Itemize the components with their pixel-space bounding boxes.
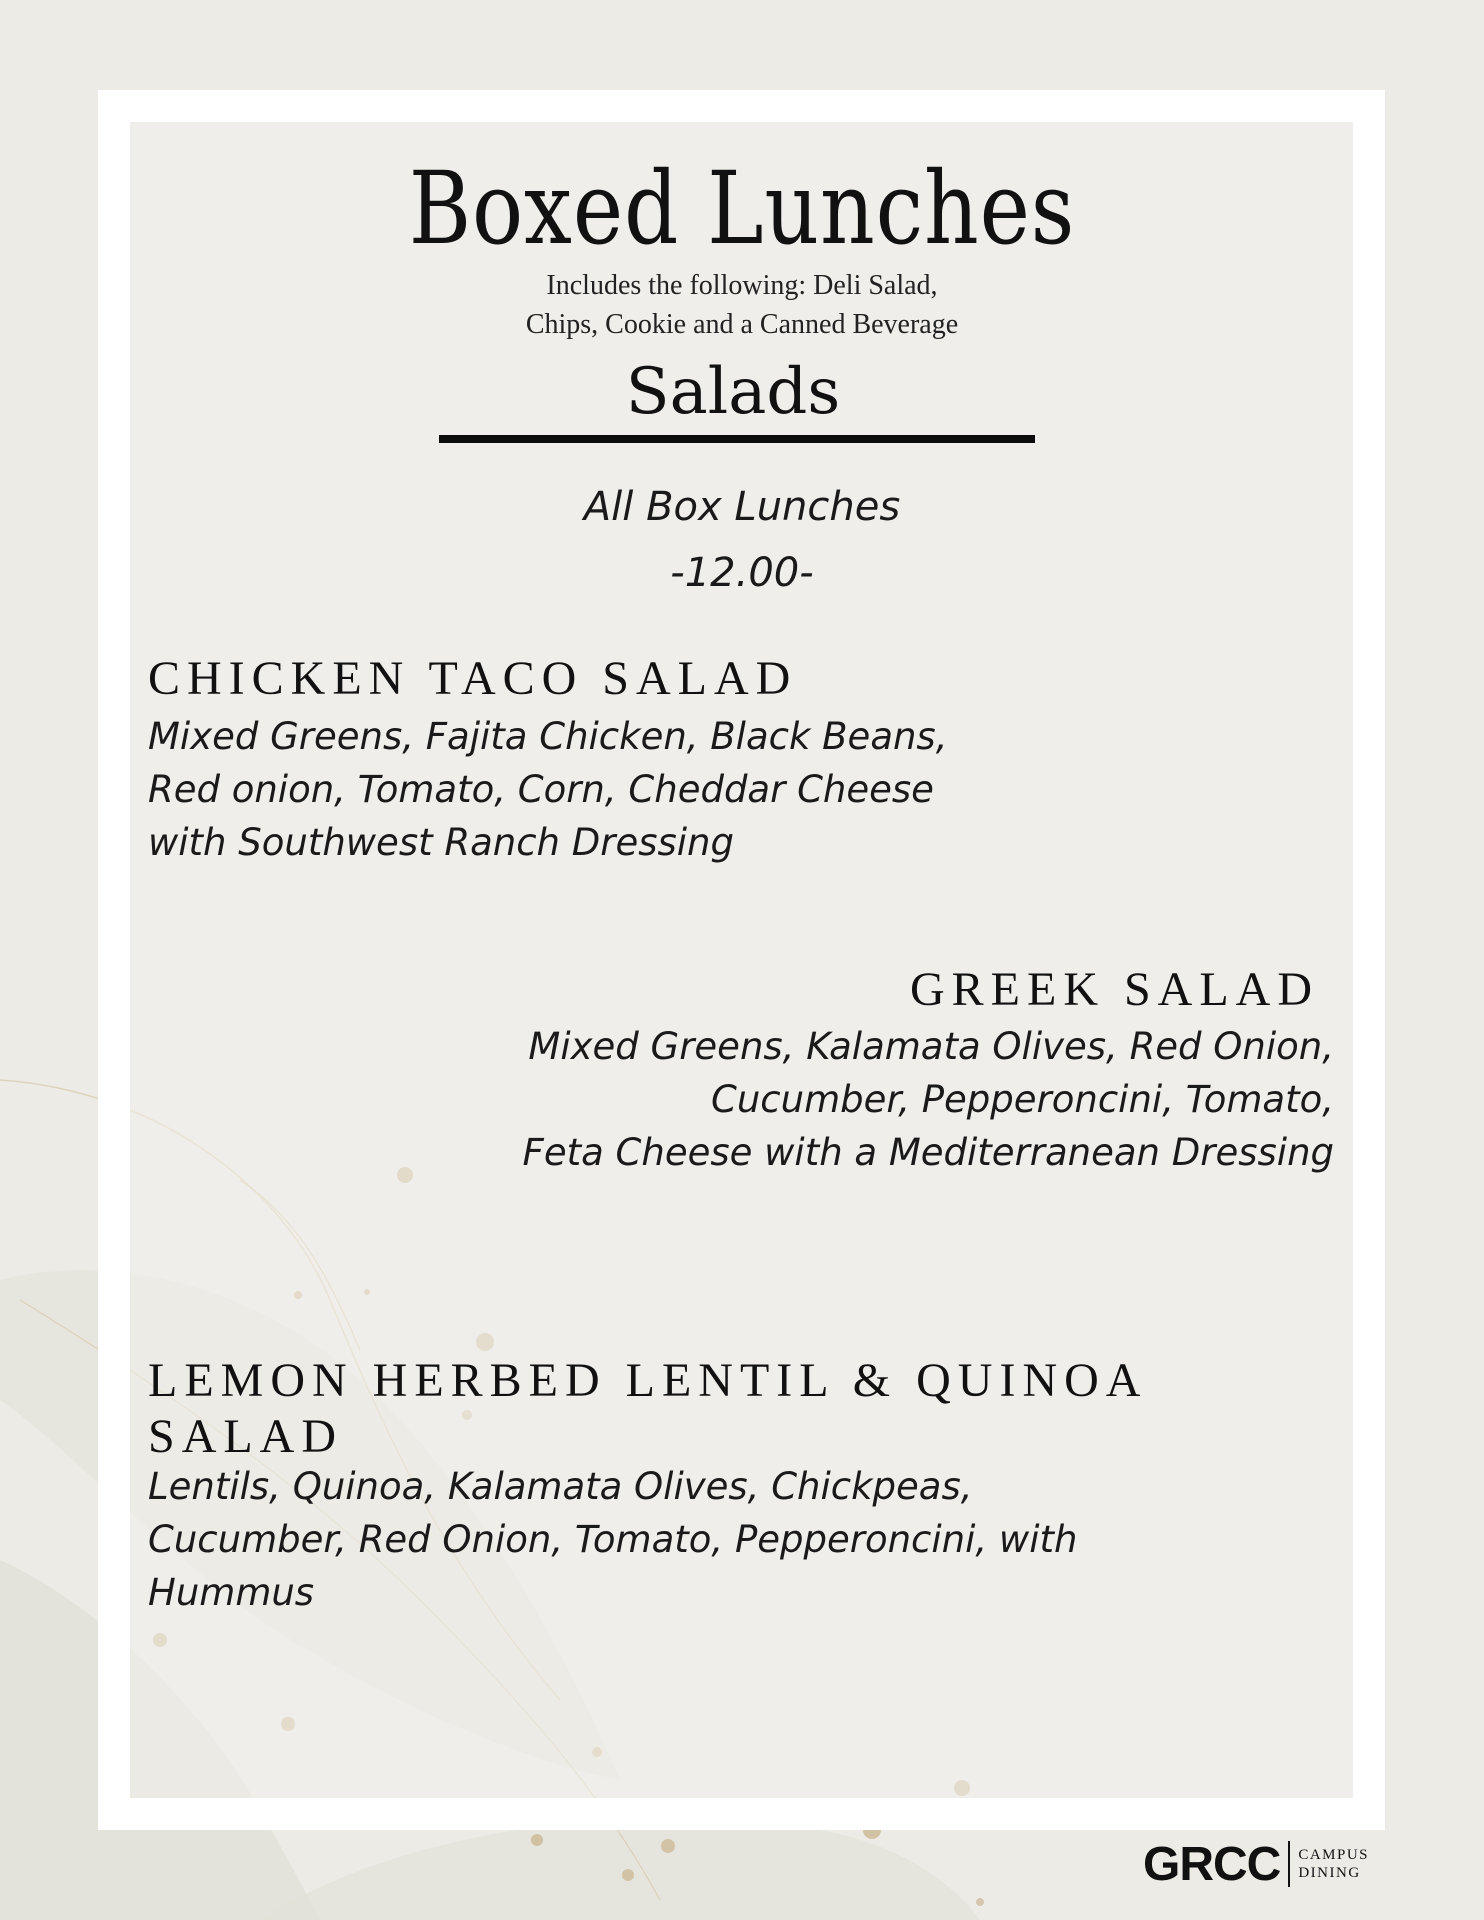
price-value: -12.00- bbox=[670, 550, 814, 596]
page-subtitle bbox=[0, 266, 1484, 344]
subtitle-line-1: Includes the following: Deli Salad, bbox=[546, 270, 938, 301]
page-title: Boxed Lunches bbox=[408, 150, 1076, 267]
menu-item-description: Mixed Greens, Fajita Chicken, Black Beans, Red onion, Tomato, Corn, Cheddar Cheese with Southwest Ranch Dressing bbox=[148, 715, 948, 864]
section-divider bbox=[439, 435, 1035, 443]
subtitle-line-2: Chips, Cookie and a Canned Beverage bbox=[525, 309, 959, 340]
logo-mark: GRCC bbox=[1143, 1837, 1281, 1891]
menu-item-name: GREEK SALAD bbox=[910, 963, 1319, 1016]
logo-line-2: DINING bbox=[1298, 1865, 1361, 1881]
pricing-note bbox=[0, 474, 1484, 606]
pricing-label: All Box Lunches bbox=[583, 484, 901, 530]
menu-item-description: Mixed Greens, Kalamata Olives, Red Onion, Cucumber, Pepperoncini, Tomato, Feta Cheese with a Mediterranean Dressing bbox=[522, 1025, 1334, 1174]
menu-item-name: LEMON HERBED LENTIL & QUINOA SALAD bbox=[148, 1354, 1148, 1463]
menu-item-description: Lentils, Quinoa, Kalamata Olives, Chickpeas, Cucumber, Red Onion, Tomato, Pepperoncini, with Hummus bbox=[148, 1465, 1078, 1614]
section-heading: Salads bbox=[625, 355, 841, 429]
menu-item-name: CHICKEN TACO SALAD bbox=[148, 652, 798, 705]
logo-line-1: CAMPUS bbox=[1298, 1847, 1370, 1863]
